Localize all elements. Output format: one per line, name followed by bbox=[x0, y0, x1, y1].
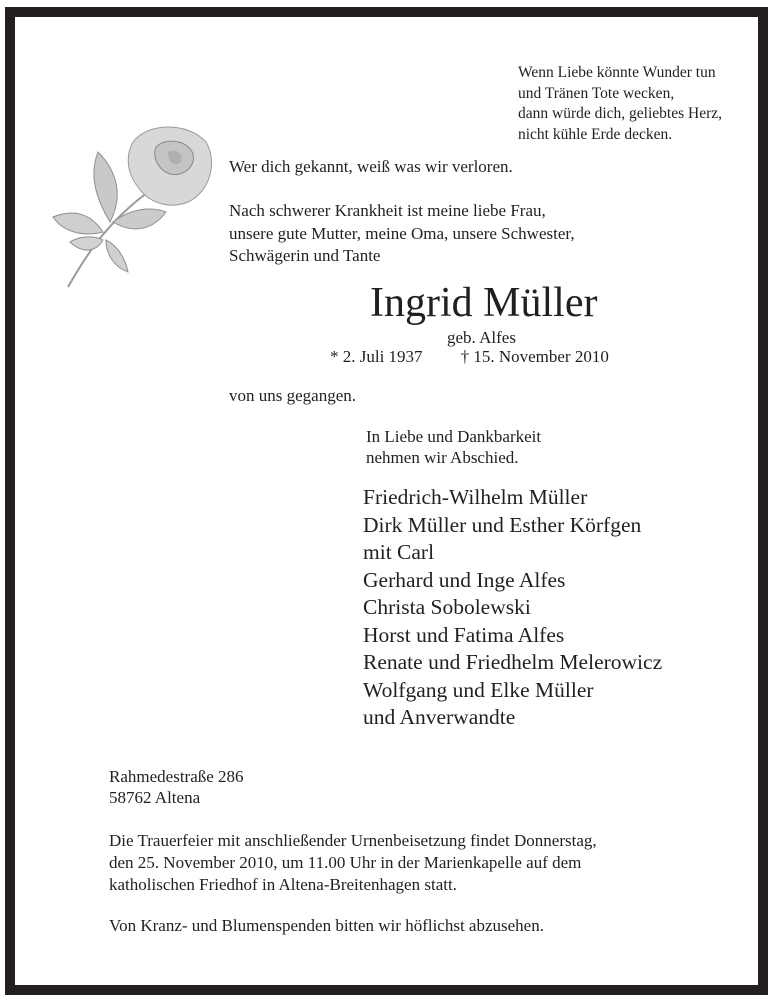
intro-line: Wer dich gekannt, weiß was wir verloren. bbox=[229, 157, 513, 176]
passed-text: von uns gegangen. bbox=[229, 386, 357, 405]
funeral-info bbox=[109, 830, 597, 896]
family-member: mit Carl bbox=[363, 540, 435, 564]
funeral-line: den 25. November 2010, um 11.00 Uhr in der Marienkapelle auf dem bbox=[109, 853, 582, 872]
farewell-line: nehmen wir Abschied. bbox=[366, 448, 519, 467]
family-list bbox=[363, 484, 662, 732]
farewell-line: In Liebe und Dankbarkeit bbox=[366, 427, 542, 446]
deceased-name: Ingrid Müller bbox=[370, 280, 598, 326]
address-city: 58762 Altena bbox=[109, 788, 201, 807]
maiden-name: geb. Alfes bbox=[447, 328, 516, 347]
intro-paragraph-line: Schwägerin und Tante bbox=[229, 246, 381, 265]
family-member: Horst und Fatima Alfes bbox=[363, 622, 565, 647]
funeral-line: katholischen Friedhof in Altena-Breitenhagen statt. bbox=[109, 875, 457, 894]
poem-line: und Tränen Tote wecken, bbox=[518, 84, 675, 102]
poem-line: nicht kühle Erde decken. bbox=[518, 125, 673, 143]
address-street: Rahmedestraße 286 bbox=[109, 767, 244, 786]
intro-paragraph-line: Nach schwerer Krankheit ist meine liebe Frau, bbox=[229, 201, 546, 220]
family-member: Friedrich-Wilhelm Müller bbox=[363, 485, 588, 509]
flowers-note: Von Kranz- und Blumenspenden bitten wir höflichst abzusehen. bbox=[109, 916, 544, 935]
family-member: Wolfgang und Elke Müller bbox=[363, 677, 594, 702]
death-date: † 15. November 2010 bbox=[460, 347, 609, 366]
birth-date: * 2. Juli 1937 bbox=[330, 347, 423, 366]
rose-icon bbox=[48, 122, 218, 292]
intro-paragraph-line: unsere gute Mutter, meine Oma, unsere Schwester, bbox=[229, 223, 575, 243]
intro-paragraph bbox=[229, 200, 575, 268]
address bbox=[109, 766, 244, 808]
poem bbox=[518, 63, 722, 145]
farewell-text bbox=[366, 426, 541, 468]
poem-line: Wenn Liebe könnte Wunder tun bbox=[518, 64, 716, 81]
family-member: Christa Sobolewski bbox=[363, 595, 531, 619]
family-member: Renate und Friedhelm Melerowicz bbox=[363, 650, 663, 674]
family-member: Gerhard und Inge Alfes bbox=[363, 567, 566, 592]
family-member: Dirk Müller und Esther Körfgen bbox=[363, 512, 642, 537]
funeral-line: Die Trauerfeier mit anschließender Urnenbeisetzung findet Donnerstag, bbox=[109, 831, 597, 850]
family-member: und Anverwandte bbox=[363, 705, 516, 729]
poem-line: dann würde dich, geliebtes Herz, bbox=[518, 105, 723, 122]
life-dates bbox=[330, 348, 609, 365]
